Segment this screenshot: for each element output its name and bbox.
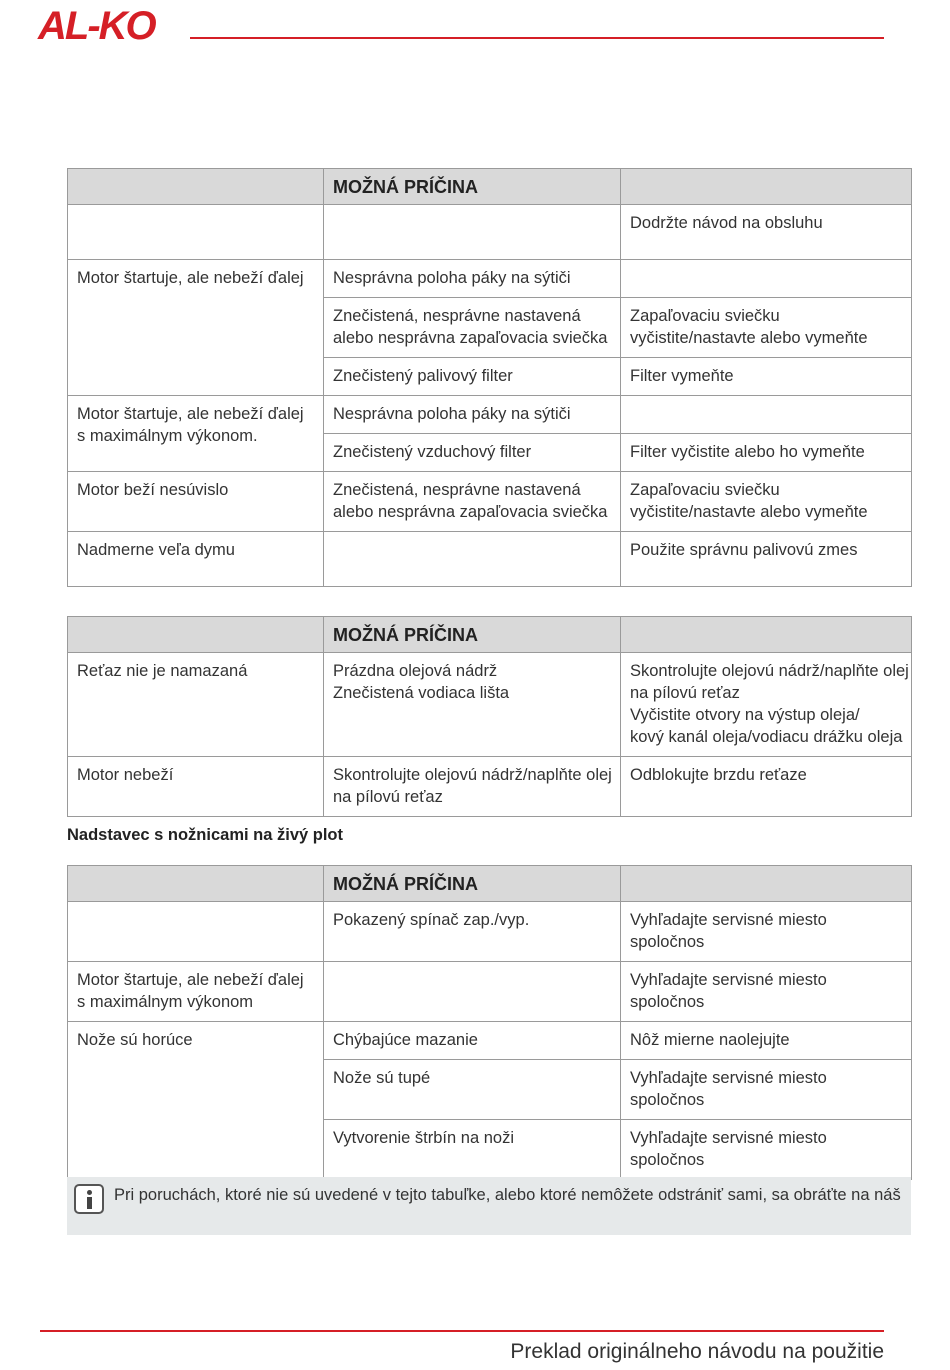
header-cell [68, 617, 324, 653]
remedy-cell: Vyhľadajte servisné miesto spoločnos [621, 902, 912, 962]
remedy-line: Skontrolujte olejovú nádrž/naplňte olej [630, 662, 909, 680]
remedy-cell: Dodržte návod na obsluhu [621, 205, 912, 260]
remedy-cell: Použite správnu palivovú zmes [621, 532, 912, 587]
cause-line: Prázdna olejová nádrž [333, 662, 498, 680]
problem-cell [68, 902, 324, 962]
cause-cell [324, 962, 621, 1022]
header-cell [621, 617, 912, 653]
info-icon [74, 1184, 104, 1214]
problem-cell: Motor štartuje, ale nebeží ďalej [68, 260, 324, 396]
cause-cell [324, 653, 621, 757]
section-title-hedge-trimmer: Nadstavec s nožnicami na živý plot [67, 826, 344, 844]
remedy-cell: Vyhľadajte servisné miesto spoločnos [621, 962, 912, 1022]
remedy-line: kový kanál oleja/vodiacu drážku oleja [630, 728, 903, 746]
cause-cell [324, 757, 621, 817]
header-cell-possible-cause: MOŽNÁ PRÍČINA [324, 617, 621, 653]
remedy-line: Odblokujte brzdu reťaze [630, 766, 807, 784]
remedy-cell: Vyhľadajte servisné miesto spoločnos [621, 1060, 912, 1120]
cause-cell: Vytvorenie štrbín na noži [324, 1120, 621, 1180]
table-header-row [68, 169, 912, 205]
cause-cell: Znečistený vzduchový filter [324, 434, 621, 472]
problem-cell: Reťaz nie je namazaná [68, 653, 324, 757]
table-row [68, 962, 912, 1022]
remedy-cell: Zapaľovaciu sviečku vyčistite/nastavte alebo vymeňte [621, 298, 912, 358]
table-row [68, 205, 912, 260]
problem-cell: Motor štartuje, ale nebeží ďalej s maximálnym výkonom [68, 962, 324, 1022]
header-cell-possible-cause: MOŽNÁ PRÍČINA [324, 169, 621, 205]
table-row [68, 757, 912, 817]
table-header-row [68, 866, 912, 902]
remedy-cell [621, 260, 912, 298]
header-cell [621, 169, 912, 205]
troubleshooting-table-chain [67, 616, 912, 817]
alko-logo: AL-KO [38, 4, 155, 48]
footer-rule [40, 1330, 884, 1332]
header-cell [621, 866, 912, 902]
problem-cell: Motor beží nesúvislo [68, 472, 324, 532]
problem-cell: Nadmerne veľa dymu [68, 532, 324, 587]
table-header-row [68, 617, 912, 653]
remedy-cell: Zapaľovaciu sviečku vyčistite/nastavte alebo vymeňte [621, 472, 912, 532]
troubleshooting-table-hedge-trimmer [67, 865, 912, 1180]
remedy-cell [621, 653, 912, 757]
problem-cell [68, 205, 324, 260]
table-row [68, 653, 912, 757]
cause-cell: Nesprávna poloha páky na sýtiči [324, 396, 621, 434]
cause-cell: Znečistený palivový filter [324, 358, 621, 396]
header-cell [68, 169, 324, 205]
remedy-cell [621, 757, 912, 817]
remedy-cell: Nôž mierne naolejujte [621, 1022, 912, 1060]
problem-cell: Motor štartuje, ale nebeží ďalej s maximálnym výkonom. [68, 396, 324, 472]
header-rule [190, 37, 884, 39]
header-cell [68, 866, 324, 902]
cause-cell: Pokazený spínač zap./vyp. [324, 902, 621, 962]
problem-cell: Motor nebeží [68, 757, 324, 817]
info-note [67, 1177, 911, 1235]
table-row [68, 260, 912, 298]
remedy-cell: Filter vymeňte [621, 358, 912, 396]
remedy-cell: Vyhľadajte servisné miesto spoločnos [621, 1120, 912, 1180]
problem-cell: Nože sú horúce [68, 1022, 324, 1180]
cause-cell: Znečistená, nesprávne nastavená alebo nesprávna zapaľovacia sviečka [324, 472, 621, 532]
table-row [68, 396, 912, 434]
cause-cell [324, 205, 621, 260]
remedy-line: Vyčistite otvory na výstup oleja/ [630, 706, 860, 724]
cause-cell: Nože sú tupé [324, 1060, 621, 1120]
table-row [68, 472, 912, 532]
remedy-line: na pílovú reťaz [630, 684, 740, 702]
cause-line: na pílovú reťaz [333, 788, 443, 806]
remedy-cell [621, 396, 912, 434]
cause-cell: Nesprávna poloha páky na sýtiči [324, 260, 621, 298]
header-cell-possible-cause: MOŽNÁ PRÍČINA [324, 866, 621, 902]
cause-line: Znečistená vodiaca lišta [333, 684, 510, 702]
remedy-cell: Filter vyčistite alebo ho vymeňte [621, 434, 912, 472]
troubleshooting-table-engine [67, 168, 912, 587]
table-row [68, 902, 912, 962]
cause-cell: Chýbajúce mazanie [324, 1022, 621, 1060]
footer-title: Preklad originálneho návodu na použitie [510, 1340, 884, 1363]
cause-line: Skontrolujte olejovú nádrž/naplňte olej [333, 766, 612, 784]
table-row [68, 532, 912, 587]
table-row [68, 1022, 912, 1060]
info-note-text: Pri poruchách, ktoré nie sú uvedené v tejto tabuľke, alebo ktoré nemôžete odstrániť sami, sa obráťte na náš [114, 1186, 901, 1204]
cause-cell: Znečistená, nesprávne nastavená alebo nesprávna zapaľovacia sviečka [324, 298, 621, 358]
cause-cell [324, 532, 621, 587]
